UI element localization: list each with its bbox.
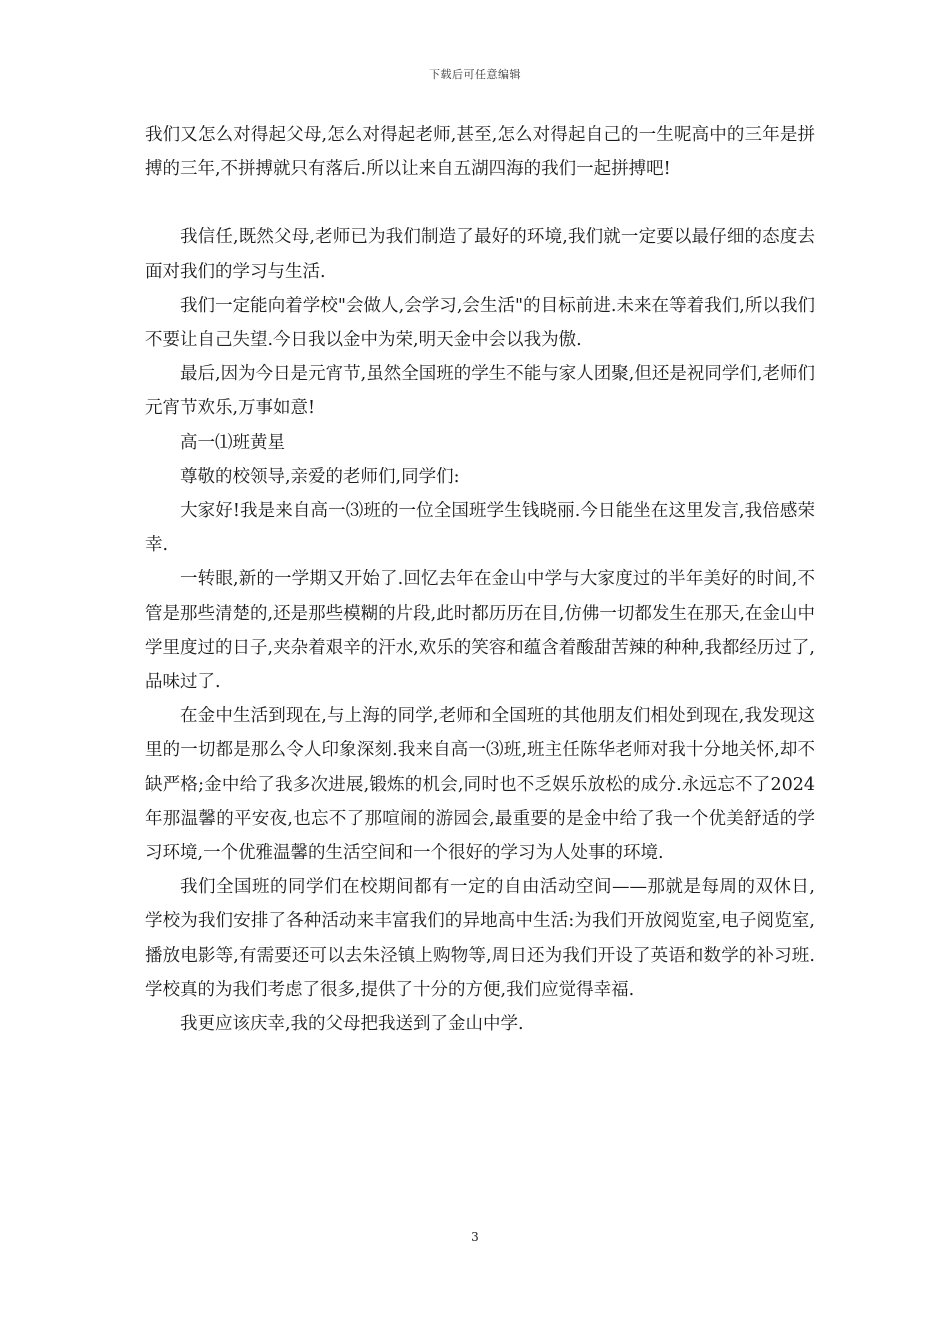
page-header: 下载后可任意编辑	[429, 68, 521, 81]
salutation: 尊敬的校领导,亲爱的老师们,同学们:	[180, 466, 460, 487]
document-body	[145, 118, 815, 1041]
paragraph: 我们又怎么对得起父母,怎么对得起老师,甚至,怎么对得起自己的一生呢高中的三年是拼搏的三年,不拼搏就只有落后.所以让来自五湖四海的我们一起拼搏吧!	[145, 125, 815, 180]
paragraph: 在金中生活到现在,与上海的同学,老师和全国班的其他朋友们相处到现在,我发现这里的一切都是那么令人印象深刻.我来自高一⑶班,班主任陈华老师对我十分地关怀,却不缺严格;金中给了我多次进展,锻炼的机会,同时也不乏娱乐放松的成分.永远忘不了2024年那温馨的平安夜,也忘不了那喧闹的游园会,最重要的是金中给了我一个优美舒适的学习环境,一个优雅温馨的生活空间和一个很好的学习为人处事的环境.	[145, 706, 815, 864]
page-number: 3	[471, 1230, 479, 1244]
paragraph: 大家好!我是来自高一⑶班的一位全国班学生钱晓丽.今日能坐在这里发言,我倍感荣幸.	[145, 501, 815, 556]
paragraph: 我信任,既然父母,老师已为我们制造了最好的环境,我们就一定要以最仔细的态度去面对我们的学习与生活.	[145, 227, 815, 282]
paragraph: 我们全国班的同学们在校期间都有一定的自由活动空间——那就是每周的双休日,学校为我们安排了各种活动来丰富我们的异地高中生活:为我们开放阅览室,电子阅览室,播放电影等,有需要还可以去朱泾镇上购物等,周日还为我们开设了英语和数学的补习班.学校真的为我们考虑了很多,提供了十分的方便,我们应觉得幸福.	[145, 877, 815, 1000]
paragraph: 我更应该庆幸,我的父母把我送到了金山中学.	[180, 1014, 524, 1035]
signature-line: 高一⑴班黄星	[180, 432, 285, 453]
paragraph: 最后,因为今日是元宵节,虽然全国班的学生不能与家人团聚,但还是祝同学们,老师们元宵节欢乐,万事如意!	[145, 364, 815, 419]
paragraph: 我们一定能向着学校"会做人,会学习,会生活"的目标前进.未来在等着我们,所以我们不要让自己失望.今日我以金中为荣,明天金中会以我为傲.	[145, 295, 815, 351]
paragraph: 一转眼,新的一学期又开始了.回忆去年在金山中学与大家度过的半年美好的时间,不管是那些清楚的,还是那些模糊的片段,此时都历历在目,仿佛一切都发生在那天,在金山中学里度过的日子,夹杂着艰辛的汗水,欢乐的笑容和蕴含着酸甜苦辣的种种,我都经历过了,品味过了.	[145, 569, 815, 693]
